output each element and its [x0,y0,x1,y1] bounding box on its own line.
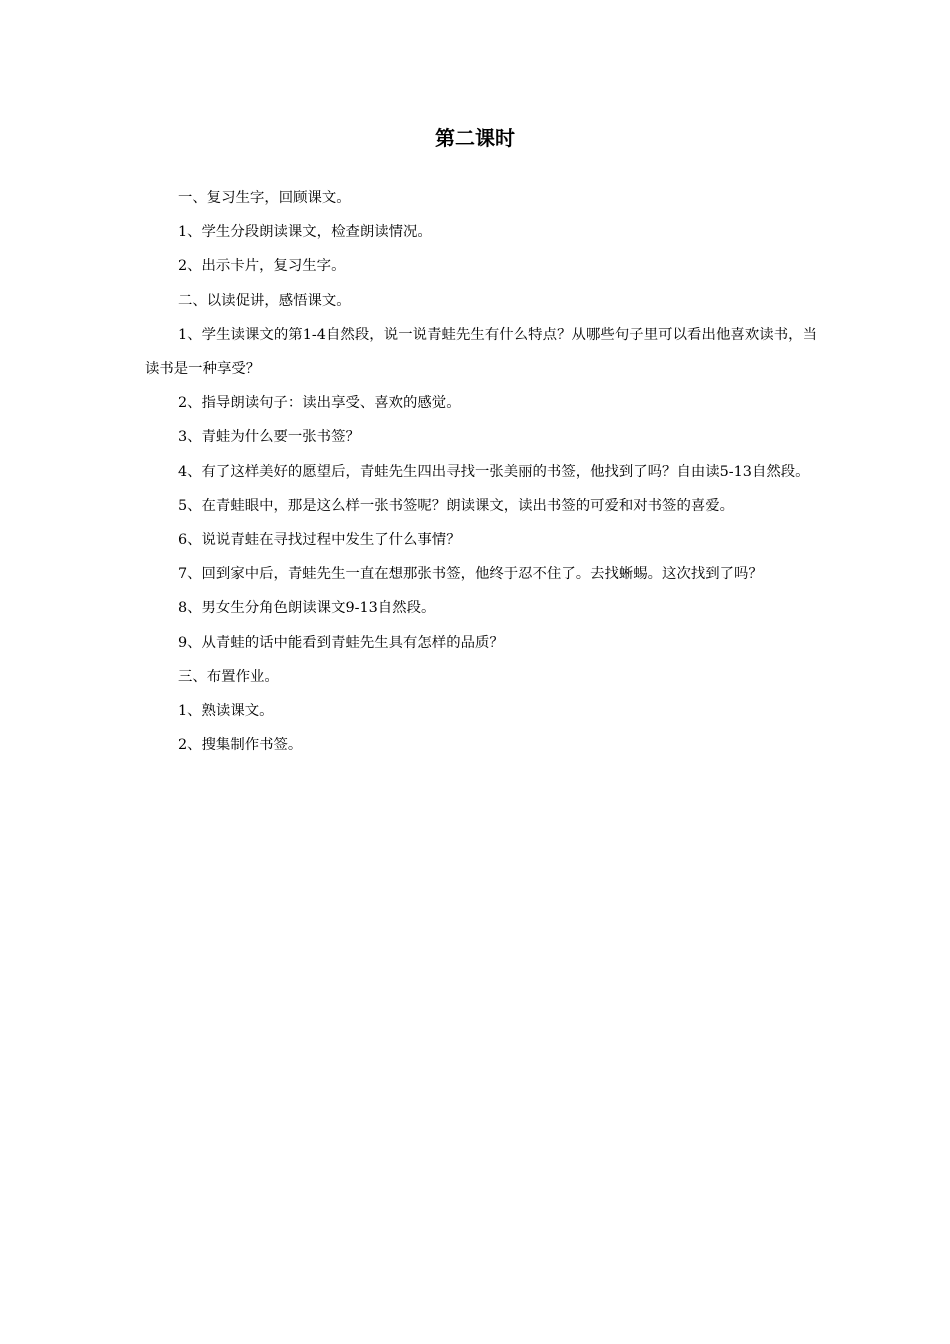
list-item: 1、熟读课文。 [178,703,274,720]
list-item: 7、回到家中后，青蛙先生一直在想那张书签，他终于忍不住了。去找蜥蜴。这次找到了吗？ [178,566,763,583]
list-item: 5、在青蛙眼中，那是这么样一张书签呢？朗读课文，读出书签的可爱和对书签的喜爱。 [178,497,735,514]
section-heading-2: 二、以读促讲，感悟课文。 [178,292,351,309]
list-item: 6、说说青蛙在寻找过程中发生了什么事情？ [178,532,461,549]
list-item: 1、学生分段朗读课文，检查朗读情况。 [178,224,432,241]
list-item: 2、指导朗读句子：读出享受、喜欢的感觉。 [178,395,461,412]
document-body [145,181,817,762]
page-title: 第二课时 [435,126,515,150]
list-item: 1、学生读课文的第1-4自然段，说一说青蛙先生有什么特点？从哪些句子里可以看出他喜欢读书，当读书是一种享受？ [145,326,817,378]
list-item: 2、搜集制作书签。 [178,737,303,754]
list-item: 9、从青蛙的话中能看到青蛙先生具有怎样的品质？ [178,634,504,651]
list-item: 4、有了这样美好的愿望后，青蛙先生四出寻找一张美丽的书签，他找到了吗？自由读5-13自然段。 [178,463,810,480]
list-item: 2、出示卡片，复习生字。 [178,258,346,275]
section-heading-1: 一、复习生字，回顾课文。 [178,190,351,206]
list-item: 3、青蛙为什么要一张书签？ [178,429,360,446]
section-heading-3: 三、布置作业。 [178,668,279,685]
list-item: 8、男女生分角色朗读课文9-13自然段。 [178,600,436,617]
